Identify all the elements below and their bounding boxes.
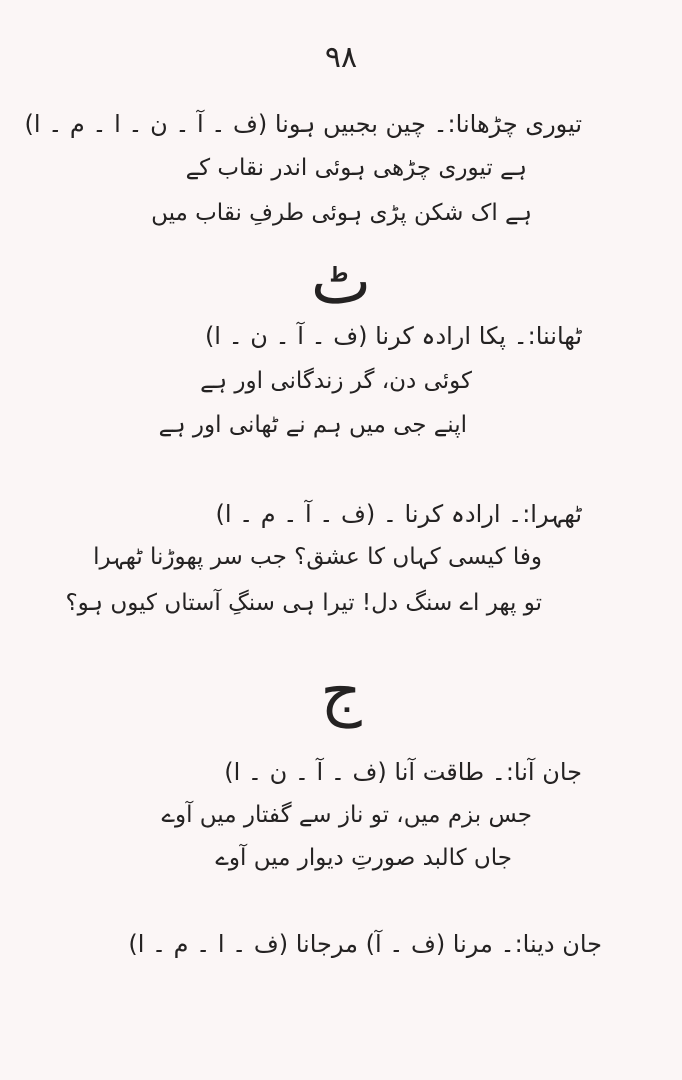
section-letter-tte: ٹ — [310, 245, 372, 319]
headword-thanna: ٹھاننا:۔ پکا ارادہ کرنا (ف ۔ آ ۔ ن ۔ ا) — [204, 322, 582, 350]
verse-line: وفا کیسی کہاں کا عشق؟ جب سر پھوڑنا ٹھہرا — [93, 544, 542, 570]
verse-line: جاں کالبد صورتِ دیوار میں آوے — [215, 845, 512, 871]
headword-jaan-aana: جان آنا:۔ طاقت آنا (ف ۔ آ ۔ ن ۔ ا) — [224, 758, 582, 786]
page-number: ۹۸ — [324, 40, 358, 75]
verse-line: تو پھر اے سنگ دل! تیرا ہی سنگِ آستاں کیوں ہو؟ — [65, 590, 542, 616]
verse-line: جس بزم میں، تو ناز سے گفتار میں آوے — [161, 802, 532, 828]
verse-line: ہے تیوری چڑھی ہوئی اندر نقاب کے — [185, 155, 527, 181]
headword-jaan-dena: جان دینا:۔ مرنا (ف ۔ آ) مرجانا (ف ۔ ا ۔ م ۔ ا) — [128, 930, 602, 958]
verse-line: کوئی دن، گر زندگانی اور ہے — [200, 368, 472, 394]
verse-line: ہے اک شکن پڑی ہوئی طرفِ نقاب میں — [151, 200, 532, 226]
headword-tyori-charhana: تیوری چڑھانا:۔ چین بجبیں ہونا (ف ۔ آ ۔ ن ۔ ا ۔ م ۔ ا) — [24, 110, 582, 138]
section-letter-jeem: ج — [320, 655, 362, 729]
headword-thehra: ٹھہرا:۔ ارادہ کرنا ۔ (ف ۔ آ ۔ م ۔ ا) — [215, 500, 582, 528]
verse-line: اپنے جی میں ہم نے ٹھانی اور ہے — [158, 412, 467, 438]
